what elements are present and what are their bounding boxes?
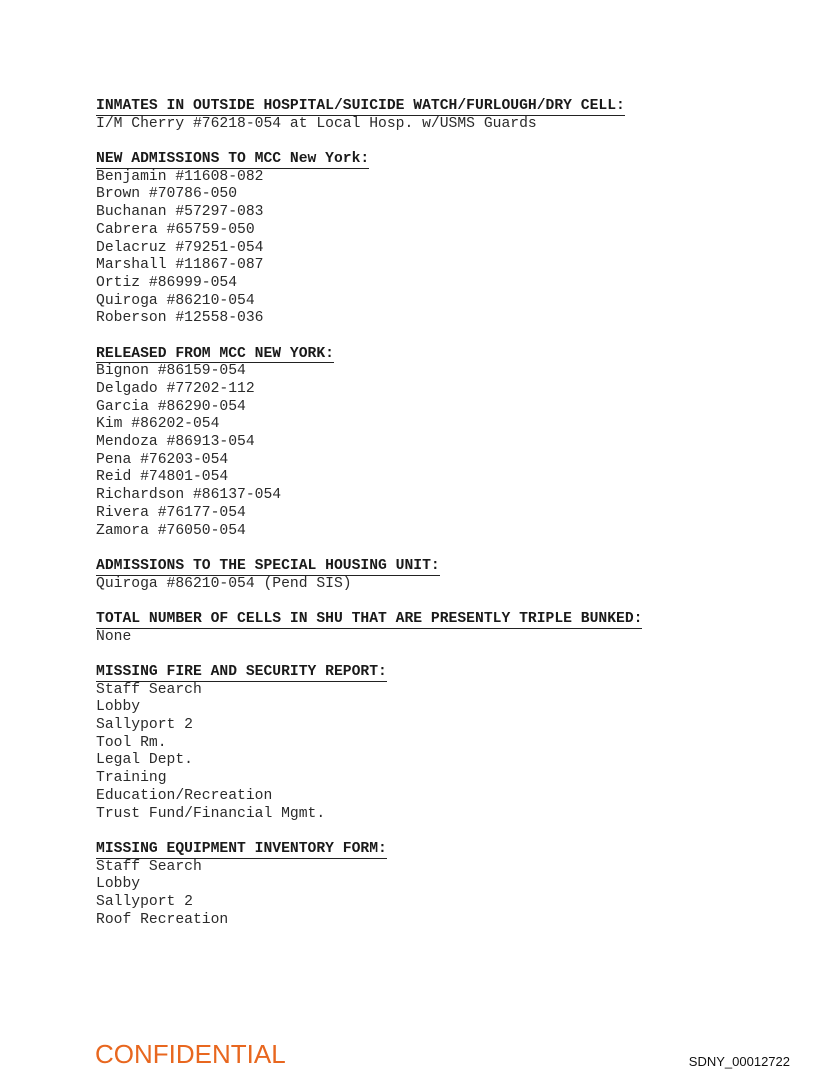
list-item: Pena #76203-054 [96, 451, 229, 468]
section-missing-equipment-inventory-form [96, 841, 716, 929]
list-item: Rivera #76177-054 [96, 504, 246, 521]
list-item: Garcia #86290-054 [96, 398, 246, 415]
list-item: Bignon #86159-054 [96, 363, 246, 380]
list-item: Training [96, 770, 167, 787]
list-item: Kim #86202-054 [96, 416, 220, 433]
list-item: Reid #74801-054 [96, 469, 229, 486]
section-heading: INMATES IN OUTSIDE HOSPITAL/SUICIDE WATCH/FURLOUGH/DRY CELL: [96, 98, 625, 114]
list-item: Delgado #77202-112 [96, 381, 255, 397]
list-item: Education/Recreation [96, 787, 273, 804]
list-item: Lobby [96, 876, 141, 893]
bates-number: SDNY_00012722 [688, 1054, 790, 1069]
section-heading: MISSING EQUIPMENT INVENTORY FORM: [96, 840, 387, 857]
confidential-stamp: CONFIDENTIAL [95, 1039, 286, 1069]
list-item: Roof Recreation [96, 911, 229, 928]
list-item: Staff Search [96, 681, 202, 698]
section-heading: NEW ADMISSIONS TO MCC New York: [96, 151, 370, 168]
list-item: Tool Rm. [96, 734, 167, 751]
list-item: Legal Dept. [96, 752, 193, 769]
list-item: Buchanan #57297-083 [96, 204, 264, 221]
list-item: Quiroga #86210-054 (Pend SIS) [96, 575, 352, 592]
list-item: Marshall #11867-087 [96, 257, 264, 274]
list-item: Quiroga #86210-054 [96, 292, 255, 309]
list-item: Staff Search [96, 858, 202, 875]
list-item: Sallyport 2 [96, 717, 193, 734]
section-total-number-of-cells-in-shu-that-are-pr [96, 611, 716, 646]
section-heading: RELEASED FROM MCC NEW YORK: [96, 345, 334, 362]
list-item: Cabrera #65759-050 [96, 221, 255, 238]
list-item: Sallyport 2 [96, 893, 193, 910]
list-item: Brown #70786-050 [96, 186, 238, 203]
section-heading: ADMISSIONS TO THE SPECIAL HOUSING UNIT: [96, 557, 440, 574]
list-item: Benjamin #11608-082 [96, 168, 264, 185]
list-item: Roberson #12558-036 [96, 310, 264, 327]
section-missing-fire-and-security-report [96, 664, 716, 823]
section-admissions-to-the-special-housing-unit [96, 558, 716, 593]
section-inmates-in-outside-hospital-suicide-watc [96, 98, 716, 133]
list-item: Zamora #76050-054 [96, 522, 246, 539]
list-item: Mendoza #86913-054 [96, 434, 255, 451]
section-new-admissions-to-mcc-new-york [96, 151, 716, 328]
list-item: Trust Fund/Financial Mgmt. [96, 805, 326, 822]
list-item: Delacruz #79251-054 [96, 239, 264, 256]
document-body [96, 98, 716, 947]
list-item: None [96, 628, 132, 645]
list-item: I/M Cherry #76218-054 at Local Hosp. w/USMS Guards [96, 115, 537, 132]
list-item: Lobby [96, 699, 141, 716]
section-heading: MISSING FIRE AND SECURITY REPORT: [96, 664, 387, 680]
list-item: Richardson #86137-054 [96, 487, 282, 504]
list-item: Ortiz #86999-054 [96, 274, 238, 291]
section-heading: TOTAL NUMBER OF CELLS IN SHU THAT ARE PRESENTLY TRIPLE BUNKED: [96, 610, 643, 627]
section-released-from-mcc-new-york [96, 346, 716, 541]
